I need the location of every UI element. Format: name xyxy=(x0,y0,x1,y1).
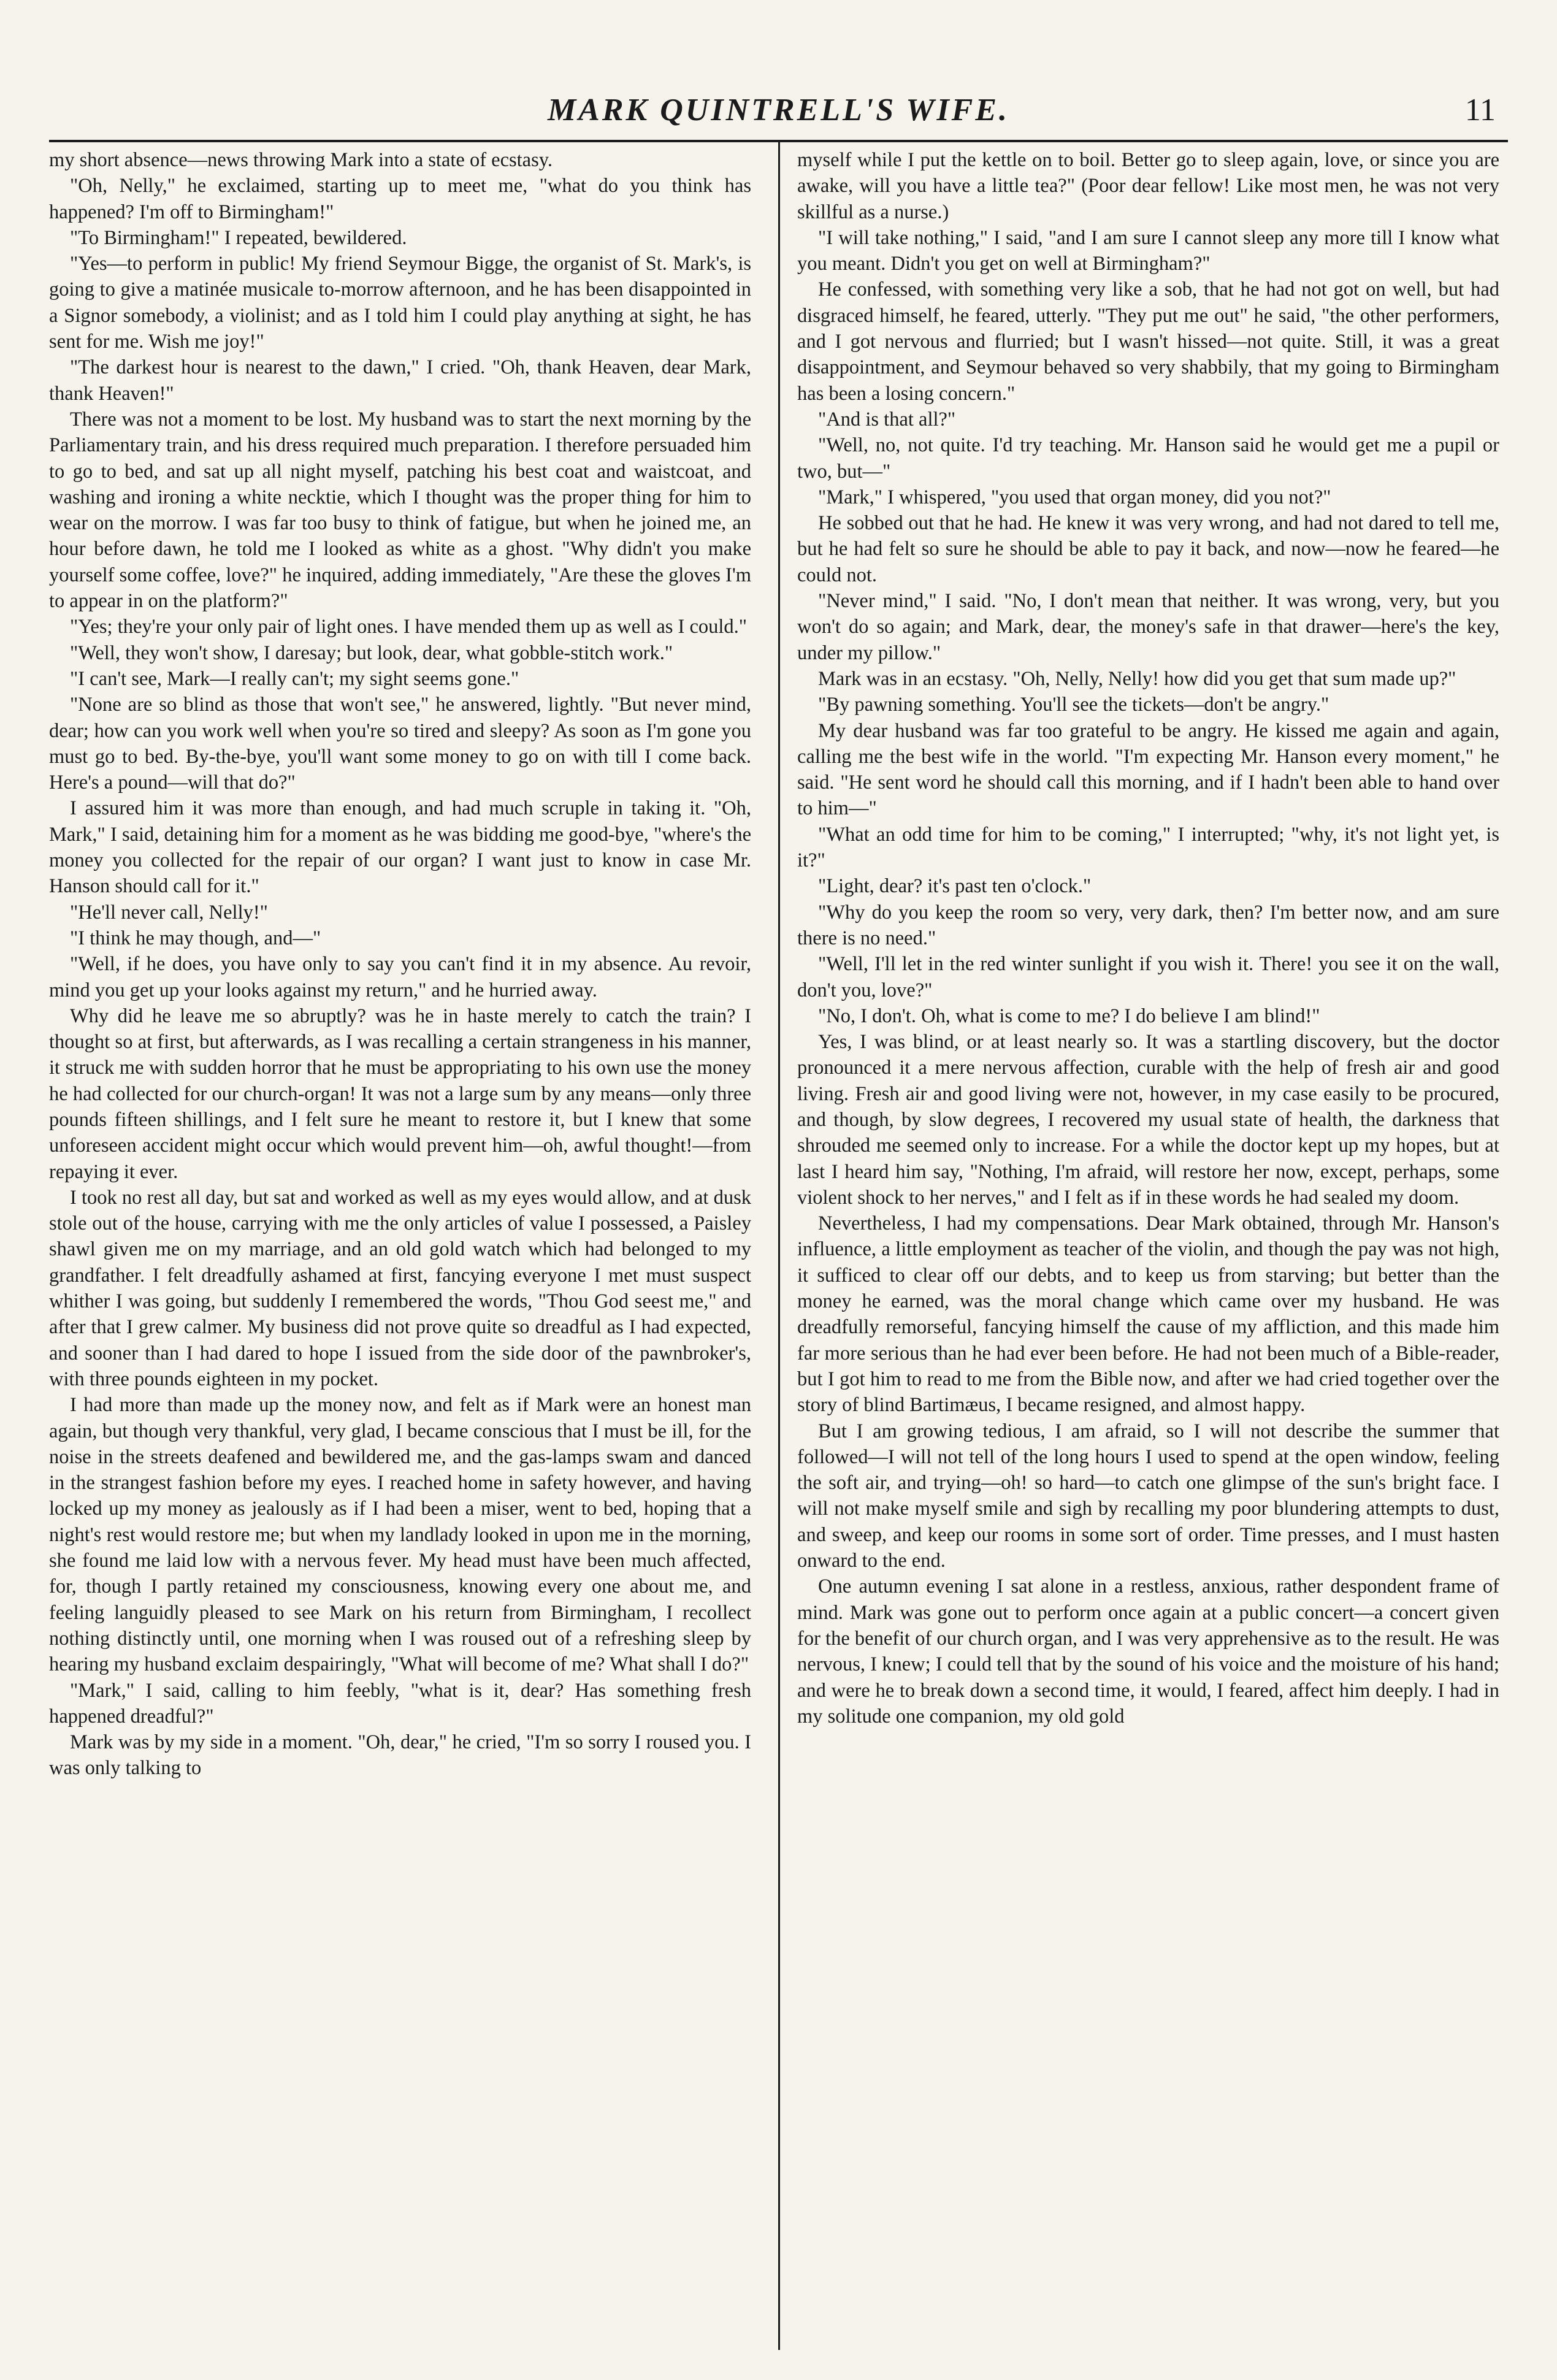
paragraph: Yes, I was blind, or at least nearly so. It was a startling discovery, but the doctor pronounced it a mere nervous affection, curable with the help of fresh air and good living. Fresh air and good living were not, however, in my case easily to be procured, and though, by slow degrees, I recovered my usual state of health, the darkness that shrouded me seemed only to increase. For a while the doctor kept up my hopes, but at last I heard him say, "Nothing, I'm afraid, will restore her now, except, perhaps, some violent shock to her nerves," and I felt as if in these words he had sealed my doom. xyxy=(797,1031,1499,1209)
paragraph: "To Birmingham!" I repeated, bewildered. xyxy=(70,226,407,249)
paragraph: "Well, if he does, you have only to say you can't find it in my absence. Au revoir, mind you get up your looks against my return," and he hurried away. xyxy=(49,953,751,1001)
paragraph: "I think he may though, and—" xyxy=(70,927,321,949)
running-title: MARK QUINTRELL'S WIFE. xyxy=(547,93,1010,128)
paragraph: "Yes—to perform in public! My friend Seymour Bigge, the organist of St. Mark's, is going to give a matinée musicale to-morrow afternoon, and he has been disappointed in a Signor somebody, a violinist; and as I told him I could play anything at sight, he has sent for me. Wish me joy!" xyxy=(49,253,751,353)
paragraph: I assured him it was more than enough, and had much scruple in taking it. "Oh, Mark," I said, detaining him for a moment as he was bidding me good-bye, "where's the money you collected for the repair of our organ? I want just to know in case Mr. Hanson should call for it." xyxy=(49,797,751,898)
paragraph: my short absence—news throwing Mark into a state of ecstasy. xyxy=(49,149,553,171)
paragraph: I took no rest all day, but sat and worked as well as my eyes would allow, and at dusk stole out of the house, carrying with me the only articles of value I possessed, a Paisley shawl given me on my marriage, and an old gold watch which had belonged to my grandfather. I felt dreadfully ashamed at first, fancying everyone I met must suspect whither I was going, but suddenly I remembered the words, "Thou God seest me," and after that I grew calmer. My business did not prove quite so dreadful as I had expected, and sooner than I had dared to hope I issued from the side door of the pawnbroker's, with three pounds eighteen in my pocket. xyxy=(49,1186,751,1390)
paragraph: But I am growing tedious, I am afraid, so I will not describe the summer that followed—I will not tell of the long hours I used to spend at the open window, feeling the soft air, and trying—oh! so hard—to catch one glimpse of the sun's bright face. I will not make myself smile and sigh by recalling my poor blundering attempts to dust, and sweep, and keep our rooms in some sort of order. Time presses, and I must hasten onward to the end. xyxy=(797,1420,1499,1572)
paragraph: "The darkest hour is nearest to the dawn," I cried. "Oh, thank Heaven, dear Mark, thank Heaven!" xyxy=(49,356,751,405)
paragraph: "Never mind," I said. "No, I don't mean that neither. It was wrong, very, but you won't do so again; and Mark, dear, the money's safe in that drawer—here's the key, under my pillow." xyxy=(797,590,1499,664)
paragraph: "None are so blind as those that won't see," he answered, lightly. "But never mind, dear; how can you work well when you're so tired and sleepy? As soon as I'm gone you must go to bed. By-the-bye, you'll want some money to go on with till I come back. Here's a pound—will that do?" xyxy=(49,694,751,794)
paragraph: "What an odd time for him to be coming," I interrupted; "why, it's not light yet, is it?" xyxy=(797,823,1499,872)
paragraph: "No, I don't. Oh, what is come to me? I do believe I am blind!" xyxy=(818,1004,1320,1027)
paragraph: "He'll never call, Nelly!" xyxy=(70,901,268,924)
paragraph: "Oh, Nelly," he exclaimed, starting up to meet me, "what do you think has happened? I'm off to Birmingham!" xyxy=(49,175,751,223)
paragraph: "Well, I'll let in the red winter sunlight if you wish it. There! you see it on the wall, don't you, love?" xyxy=(797,953,1499,1001)
paragraph: "Mark," I whispered, "you used that organ money, did you not?" xyxy=(818,486,1331,508)
paragraph: "Why do you keep the room so very, very dark, then? I'm better now, and am sure there is no need." xyxy=(797,901,1499,949)
page-number: 11 xyxy=(1464,93,1496,128)
paragraph: Mark was in an ecstasy. "Oh, Nelly, Nelly! how did you get that sum made up?" xyxy=(818,667,1456,690)
paragraph: "By pawning something. You'll see the tickets—don't be angry." xyxy=(818,694,1329,716)
paragraph: Why did he leave me so abruptly? was he in haste merely to catch the train? I thought so at first, but afterwards, as I was recalling a certain strangeness in his manner, it struck me with sudden horror that he must be appropriating to his own use the money he had collected for our church-organ! It was not a large sum by any means—only three pounds fifteen shillings, and I felt sure he meant to restore it, but I knew that some unforeseen accident might occur which would prevent him—oh, awful thought!—from repaying it ever. xyxy=(49,1004,751,1183)
paragraph: Mark was by my side in a moment. "Oh, dear," he cried, "I'm so sorry I roused you. I was only talking to xyxy=(49,1731,751,1780)
paragraph: "I will take nothing," I said, "and I am sure I cannot sleep any more till I know what you meant. Didn't you get on well at Birmingham?" xyxy=(797,226,1499,275)
left-column xyxy=(49,147,751,2330)
column-divider xyxy=(778,142,780,2350)
right-column xyxy=(797,147,1499,2330)
paragraph: "Well, no, not quite. I'd try teaching. Mr. Hanson said he would get me a pupil or two, but—" xyxy=(797,434,1499,483)
paragraph: "Well, they won't show, I daresay; but look, dear, what gobble-stitch work." xyxy=(70,641,673,664)
page-header xyxy=(49,92,1508,135)
paragraph: "I can't see, Mark—I really can't; my sight seems gone." xyxy=(70,667,519,690)
paragraph: "Light, dear? it's past ten o'clock." xyxy=(818,875,1092,898)
paragraph: Nevertheless, I had my compensations. Dear Mark obtained, through Mr. Hanson's influence, a little employment as teacher of the violin, and though the pay was not high, it sufficed to clear off our debts, and to keep us from starving; but better than the money he earned, was the moral change which came over my husband. He was dreadfully remorseful, fancying himself the cause of my affliction, and this made him far more serious than he had ever been before. He had not been much of a Bible-reader, but I got him to read to me from the Bible now, and after we had cried together over the story of blind Bartimæus, I became resigned, and almost happy. xyxy=(797,1212,1499,1417)
paragraph: "And is that all?" xyxy=(818,408,956,430)
paragraph: myself while I put the kettle on to boil. Better go to sleep again, love, or since you are awake, will you have a little tea?" (Poor dear fellow! Like most men, he was not very skillful as a nurse.) xyxy=(797,149,1499,223)
paragraph: "Mark," I said, calling to him feebly, "what is it, dear? Has something fresh happened dreadful?" xyxy=(49,1679,751,1728)
paragraph: I had more than made up the money now, and felt as if Mark were an honest man again, but though very thankful, very glad, I became conscious that I must be ill, for the noise in the streets deafened and bewildered me, and the gas-lamps swam and danced in the strangest fashion before my eyes. I reached home in safety however, and having locked up my money as jealously as if I had been a miser, went to bed, hoping that a night's rest would restore me; but when my landlady looked in upon me in the morning, she found me laid low with a nervous fever. My head must have been much affected, for, though I partly retained my consciousness, knowing every one about me, and feeling languidly pleased to see Mark on his return from Birmingham, I recollect nothing distinctly until, one morning when I was roused out of a refreshing sleep by hearing my husband exclaim despairingly, "What will become of me? What shall I do?" xyxy=(49,1394,751,1676)
paragraph: He confessed, with something very like a sob, that he had not got on well, but had disgraced himself, he feared, utterly. "They put me out" he said, "the other performers, and I got nervous and flurried; but I wasn't hissed—not quite. Still, it was a great disappointment, and Seymour behaved so very shabbily, that my going to Birmingham has been a losing concern." xyxy=(797,278,1499,405)
paragraph: He sobbed out that he had. He knew it was very wrong, and had not dared to tell me, but he had felt so sure he should be able to pay it back, and now—now he feared—he could not. xyxy=(797,512,1499,586)
paragraph: "Yes; they're your only pair of light ones. I have mended them up as well as I could." xyxy=(70,616,748,638)
paragraph: One autumn evening I sat alone in a restless, anxious, rather despondent frame of mind. Mark was gone out to perform once again at a public concert—a concert given for the benefit of our church organ, and I was very apprehensive as to the result. He was nervous, I knew; I could tell that by the sound of his voice and the moisture of his hand; and were he to break down a second time, it would, I feared, affect him deeply. I had in my solitude one companion, my old gold xyxy=(797,1575,1499,1728)
paragraph: There was not a moment to be lost. My husband was to start the next morning by the Parliamentary train, and his dress required much preparation. I therefore persuaded him to go to bed, and sat up all night myself, patching his best coat and waistcoat, and washing and ironing a white necktie, which I thought was the proper thing for him to wear on the morrow. I was far too busy to think of fatigue, but when he joined me, an hour before dawn, he told me I looked as white as a ghost. "Why didn't you make yourself some coffee, love?" he inquired, adding immediately, "Are these the gloves I'm to appear in on the platform?" xyxy=(49,408,751,613)
paragraph: My dear husband was far too grateful to be angry. He kissed me again and again, calling me the best wife in the world. "I'm expecting Mr. Hanson every moment," he said. "He sent word he should call this morning, and if I hadn't been able to hand over to him—" xyxy=(797,719,1499,820)
